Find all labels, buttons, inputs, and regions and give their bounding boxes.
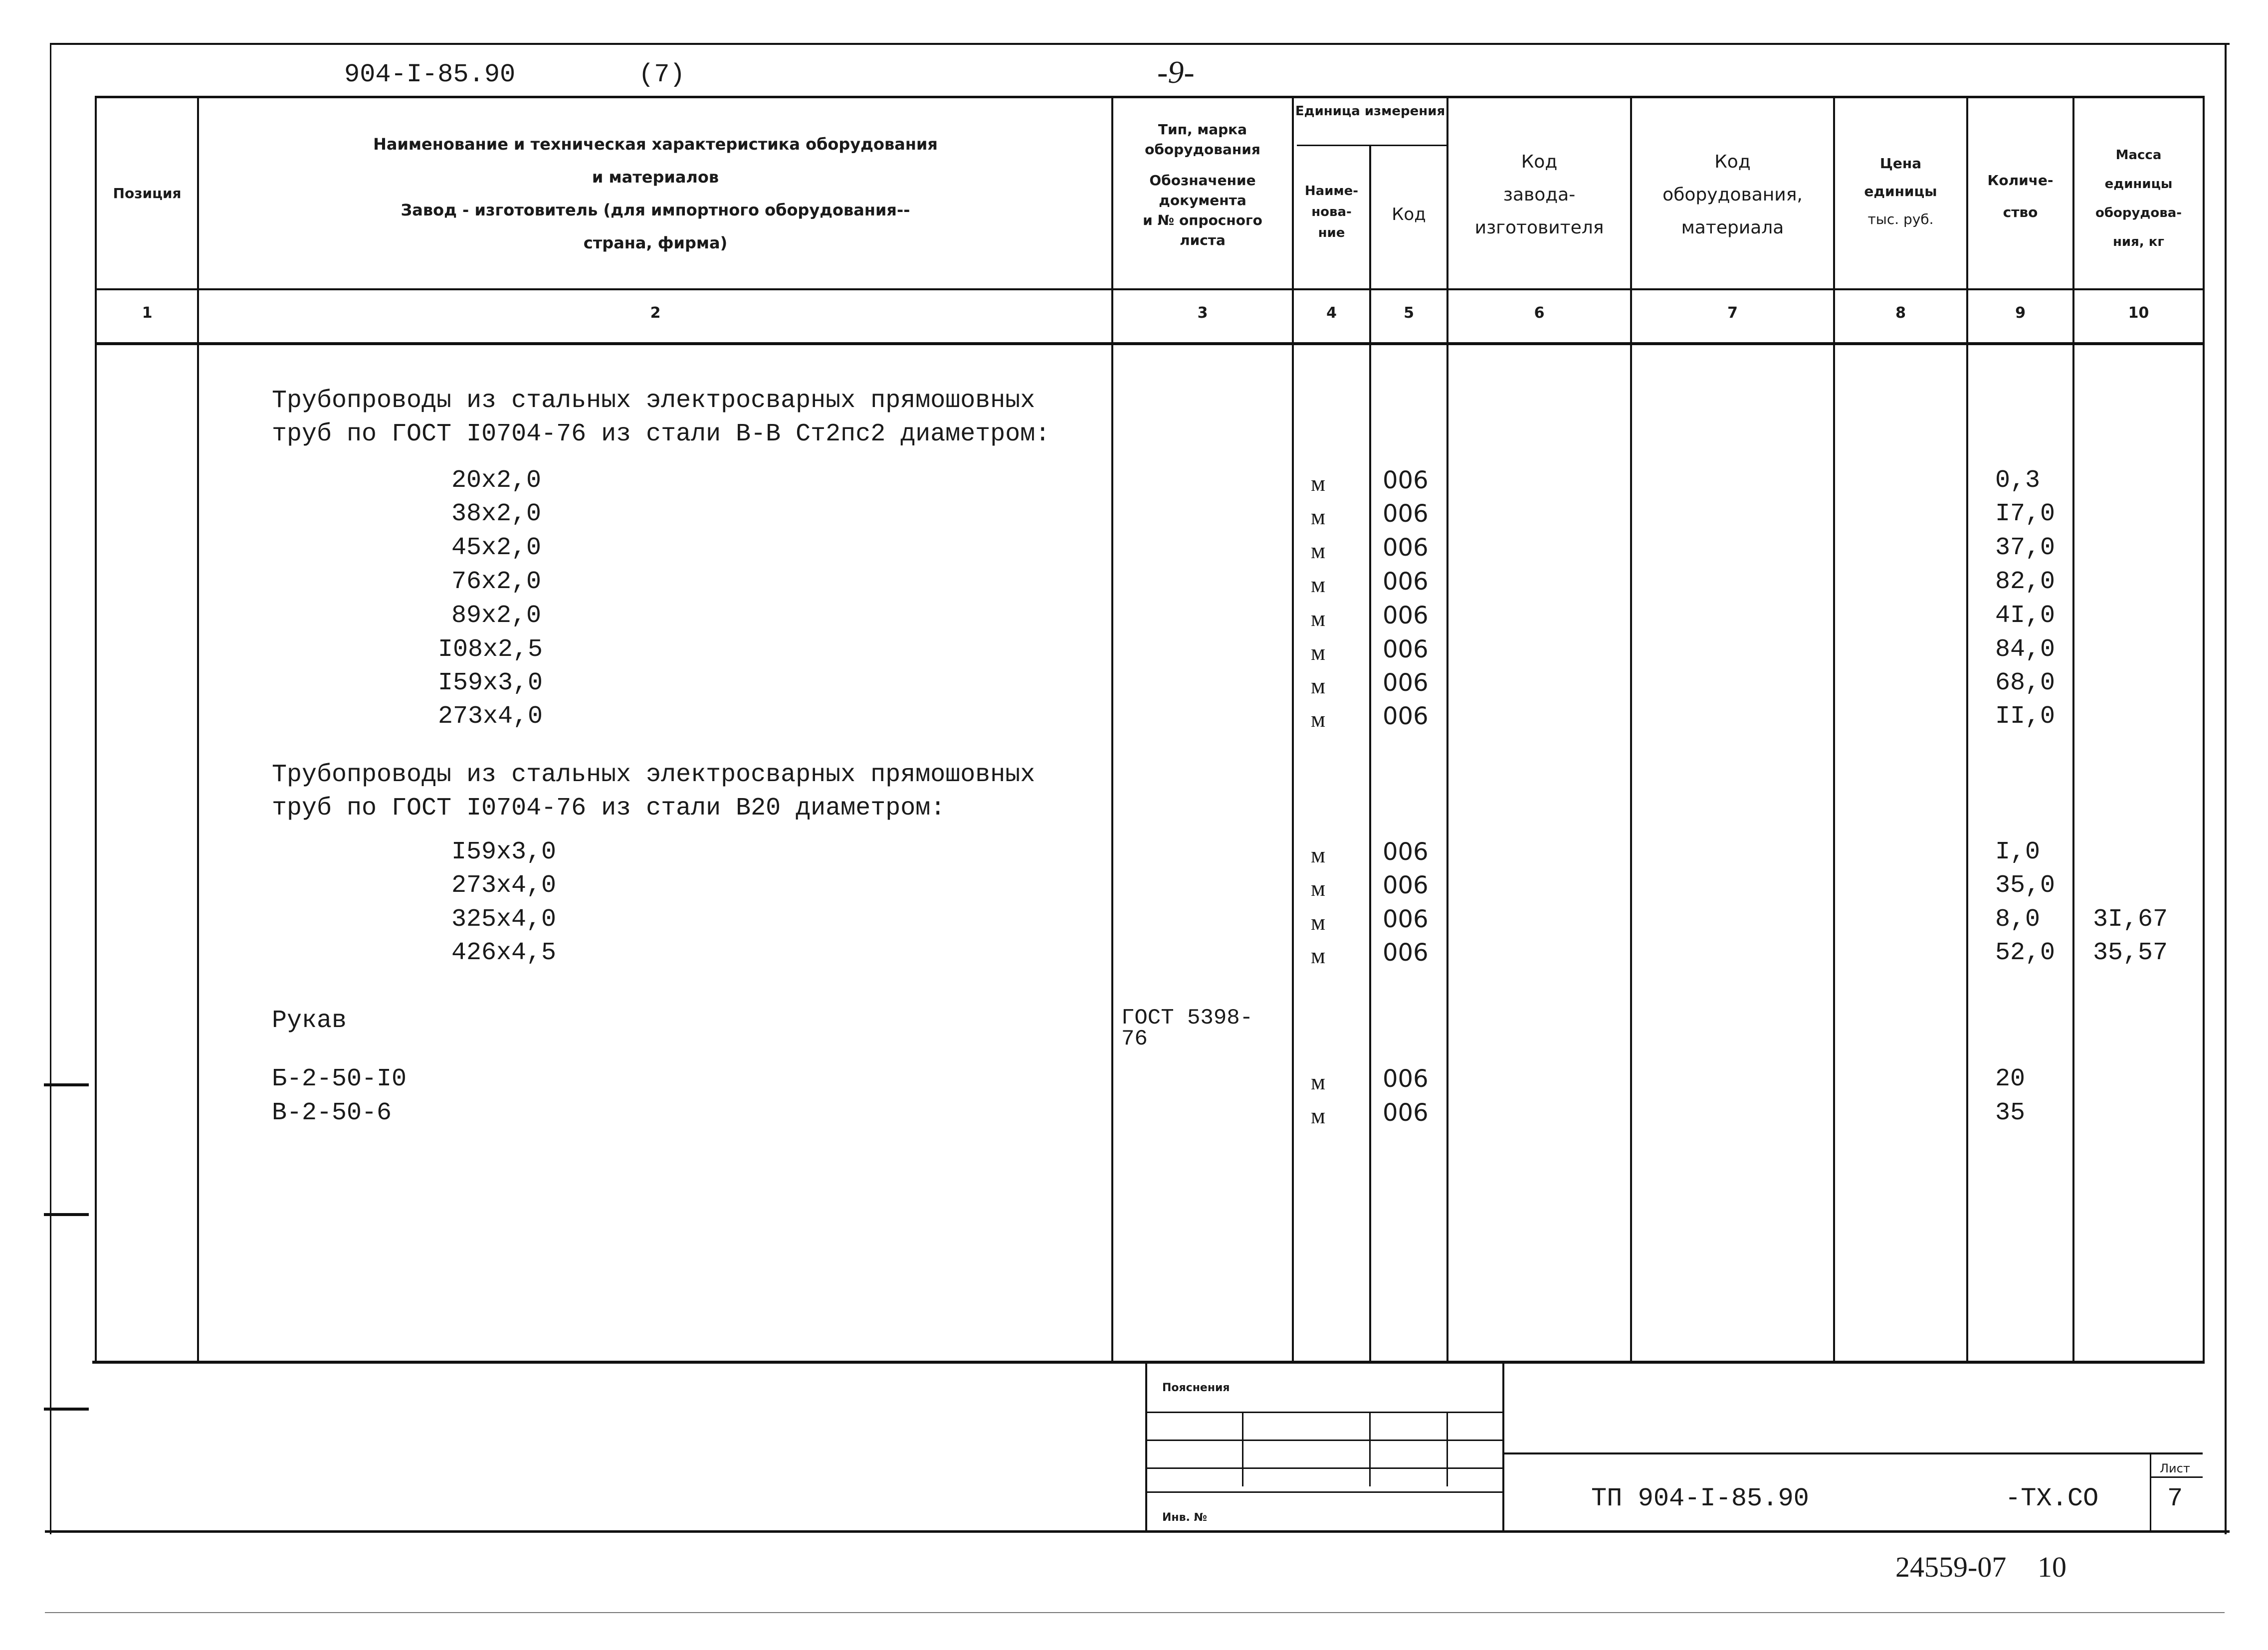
col-line-5 bbox=[1446, 96, 1448, 1363]
s2-row3-mass: 3I,67 bbox=[2093, 905, 2168, 934]
s1-row7-unit: м bbox=[1311, 673, 1326, 698]
s2-row4-unit: м bbox=[1311, 943, 1326, 968]
colnum-1: 1 bbox=[142, 304, 153, 322]
s2-row2-unit: м bbox=[1311, 875, 1326, 901]
colnum-5: 5 bbox=[1404, 304, 1414, 322]
margin-tick-2 bbox=[44, 1213, 89, 1216]
section3-title: Рукав bbox=[272, 1007, 347, 1035]
colnum-9: 9 bbox=[2015, 304, 2026, 322]
s2-row4-mass: 35,57 bbox=[2093, 939, 2168, 967]
frame-bottom bbox=[45, 1530, 2230, 1533]
margin-tick-3 bbox=[44, 1408, 89, 1411]
s1-row5-qty: 4I,0 bbox=[1995, 602, 2056, 630]
stamp-inner-v2 bbox=[1369, 1412, 1371, 1486]
s1-row2-code: 006 bbox=[1383, 500, 1429, 528]
s2-row3-name: 325x4,0 bbox=[451, 905, 557, 934]
col-header-plant-code-line-2: завода- bbox=[1503, 185, 1576, 205]
sheet-ref: (7) bbox=[638, 60, 685, 89]
s1-row7-name: I59x3,0 bbox=[438, 669, 543, 697]
col-header-plant-code bbox=[1448, 146, 1630, 244]
s1-row8-code: 006 bbox=[1383, 702, 1429, 730]
s1-row6-name: I08x2,5 bbox=[438, 635, 543, 664]
s1-row2-qty: I7,0 bbox=[1995, 500, 2056, 528]
stamp-sheet-label: Лист bbox=[2160, 1461, 2190, 1475]
s3-row1-qty: 20 bbox=[1995, 1065, 2026, 1093]
stamp-designation: ТП 904-I-85.90 bbox=[1591, 1484, 1809, 1513]
stamp-left-border bbox=[1145, 1362, 1147, 1531]
colnum-8: 8 bbox=[1895, 304, 1906, 322]
s2-row4-qty: 52,0 bbox=[1995, 939, 2056, 967]
section2-title-line-1: Трубопроводы из стальных электросварных прямошовных bbox=[272, 761, 1035, 789]
stamp-label-top: Пояснения bbox=[1162, 1382, 1230, 1394]
s1-row3-code: 006 bbox=[1383, 534, 1429, 562]
colnum-divider bbox=[95, 342, 2205, 345]
page-number: -9- bbox=[1157, 54, 1195, 90]
s1-row1-code: 006 bbox=[1383, 466, 1429, 494]
col-header-material-code-line-3: материала bbox=[1681, 217, 1784, 238]
col-header-position: Позиция bbox=[113, 185, 182, 202]
frame-left bbox=[50, 43, 51, 1534]
s3-row2-code: 006 bbox=[1383, 1099, 1429, 1127]
s1-row2-name: 38x2,0 bbox=[451, 500, 542, 528]
scan-edge bbox=[45, 1612, 2225, 1613]
s2-row1-qty: I,0 bbox=[1995, 838, 2041, 866]
col-header-name bbox=[200, 128, 1111, 259]
s1-row1-name: 20x2,0 bbox=[451, 466, 542, 495]
s1-row4-unit: м bbox=[1311, 572, 1326, 597]
col-header-quantity-line-1: Количе- bbox=[1987, 172, 2054, 189]
col-header-material-code-line-2: оборудования, bbox=[1662, 185, 1803, 205]
s1-row3-unit: м bbox=[1311, 538, 1326, 563]
s2-row2-code: 006 bbox=[1383, 871, 1429, 899]
s2-row1-unit: м bbox=[1311, 842, 1326, 867]
s2-row3-unit: м bbox=[1311, 909, 1326, 935]
s1-row1-unit: м bbox=[1311, 470, 1326, 496]
col-header-price bbox=[1835, 150, 1966, 233]
s2-row1-name: I59x3,0 bbox=[451, 838, 557, 866]
doc-code: 904-I-85.90 bbox=[344, 60, 516, 89]
s2-row3-code: 006 bbox=[1383, 905, 1429, 933]
section1-title-line-1: Трубопроводы из стальных электросварных прямошовных bbox=[272, 387, 1035, 415]
s3-row2-name: В-2-50-6 bbox=[272, 1099, 392, 1127]
s1-row5-code: 006 bbox=[1383, 602, 1429, 629]
s1-row8-qty: II,0 bbox=[1995, 702, 2056, 731]
col-header-type-line-4: документа bbox=[1159, 192, 1246, 208]
section3-doc bbox=[1121, 1008, 1253, 1049]
col-header-type-line-6: листа bbox=[1180, 232, 1226, 248]
col-header-name-line-1: Наименование и техническая характеристика оборудования bbox=[373, 135, 938, 154]
s1-row3-name: 45x2,0 bbox=[451, 534, 542, 562]
archive-sheet: 10 bbox=[2038, 1551, 2066, 1583]
unit-group-divider bbox=[1297, 145, 1446, 146]
stamp-label-bottom: Инв. № bbox=[1162, 1511, 1208, 1524]
col-line-8 bbox=[1966, 96, 1968, 1363]
col-header-type-line-2: оборудования bbox=[1145, 141, 1260, 158]
s3-row2-unit: м bbox=[1311, 1103, 1326, 1128]
col-header-type-line-1: Тип, марка bbox=[1158, 121, 1247, 138]
col-line-0 bbox=[95, 96, 97, 1363]
col-header-mass-line-4: ния, кг bbox=[2112, 234, 2165, 249]
col-header-unit-name-line-3: ние bbox=[1318, 225, 1345, 240]
col-line-6 bbox=[1630, 96, 1632, 1363]
stamp-inner-h4 bbox=[1145, 1491, 1504, 1493]
s1-row5-unit: м bbox=[1311, 606, 1326, 631]
s1-row3-qty: 37,0 bbox=[1995, 534, 2056, 562]
s1-row4-code: 006 bbox=[1383, 568, 1429, 596]
stamp-sheet-divider bbox=[2150, 1476, 2203, 1478]
stamp-inner-v1 bbox=[1242, 1412, 1243, 1486]
s1-row5-name: 89x2,0 bbox=[451, 602, 542, 630]
col-header-plant-code-line-3: изготовителя bbox=[1474, 217, 1604, 238]
col-header-type-line-3: Обозначение bbox=[1149, 172, 1256, 189]
stamp-sheet-border bbox=[2150, 1452, 2151, 1531]
stamp-inner-h1 bbox=[1145, 1412, 1504, 1413]
section2-title-line-2: труб по ГОСТ I0704-76 из стали В20 диаметром: bbox=[272, 794, 946, 823]
colnum-6: 6 bbox=[1534, 304, 1545, 322]
col-header-mass bbox=[2074, 141, 2203, 256]
col-line-2 bbox=[1111, 96, 1113, 1363]
col-header-material-code bbox=[1632, 146, 1833, 244]
col-line-7 bbox=[1833, 96, 1835, 1363]
colnum-7: 7 bbox=[1727, 304, 1738, 322]
col-line-1 bbox=[197, 96, 199, 1363]
s1-row6-qty: 84,0 bbox=[1995, 635, 2056, 664]
s2-row2-name: 273x4,0 bbox=[451, 871, 557, 900]
colnum-4: 4 bbox=[1326, 304, 1337, 322]
s2-row3-qty: 8,0 bbox=[1995, 905, 2041, 934]
s1-row6-unit: м bbox=[1311, 639, 1326, 665]
s2-row2-qty: 35,0 bbox=[1995, 871, 2056, 900]
stamp-inner-h3 bbox=[1145, 1467, 1504, 1469]
colnum-3: 3 bbox=[1197, 304, 1208, 322]
col-header-price-line-3: тыс. руб. bbox=[1867, 211, 1934, 227]
frame-top bbox=[50, 43, 2230, 45]
s3-row1-name: Б-2-50-I0 bbox=[272, 1065, 407, 1093]
col-line-3 bbox=[1292, 96, 1294, 1363]
col-header-name-line-2: и материалов bbox=[592, 168, 719, 187]
section3-doc-line-2: 76 bbox=[1121, 1027, 1148, 1051]
stamp-title-divider bbox=[1502, 1452, 2203, 1454]
col-header-type-line-5: и № опросного bbox=[1143, 212, 1262, 228]
s2-row4-code: 006 bbox=[1383, 939, 1429, 967]
stamp-inner-v3 bbox=[1446, 1412, 1448, 1486]
section1-title-line-2: труб по ГОСТ I0704-76 из стали В-В Ст2пс2 диаметром: bbox=[272, 420, 1050, 448]
s3-row1-code: 006 bbox=[1383, 1065, 1429, 1093]
col-header-quantity bbox=[1968, 165, 2072, 228]
col-header-mass-line-3: оборудова- bbox=[2095, 206, 2182, 220]
s1-row2-unit: м bbox=[1311, 504, 1326, 529]
archive-number: 24559-07 bbox=[1895, 1551, 2007, 1583]
s3-row1-unit: м bbox=[1311, 1069, 1326, 1094]
colnum-10: 10 bbox=[2128, 304, 2149, 322]
col-line-10 bbox=[2203, 96, 2205, 1363]
s1-row8-unit: м bbox=[1311, 706, 1326, 732]
col-header-unit-name bbox=[1294, 181, 1369, 243]
col-header-quantity-line-2: ство bbox=[2003, 204, 2038, 220]
s1-row4-name: 76x2,0 bbox=[451, 568, 542, 596]
col-header-type bbox=[1113, 120, 1292, 250]
col-header-unit-group: Единица измерения bbox=[1295, 104, 1445, 119]
stamp-mid-border bbox=[1502, 1362, 1504, 1531]
col-header-unit-name-line-1: Наиме- bbox=[1304, 184, 1359, 199]
s2-row4-name: 426x4,5 bbox=[451, 939, 557, 967]
col-line-9 bbox=[2072, 96, 2074, 1363]
stamp-sheet-number: 7 bbox=[2167, 1484, 2183, 1513]
col-header-mass-line-2: единицы bbox=[2104, 177, 2173, 192]
table-bottom-border bbox=[92, 1361, 2205, 1364]
s1-row8-name: 273x4,0 bbox=[438, 702, 543, 731]
table-top-border bbox=[95, 96, 2205, 98]
col-header-mass-line-1: Масса bbox=[2115, 148, 2162, 163]
s3-row2-qty: 35 bbox=[1995, 1099, 2026, 1127]
stamp-inner-h2 bbox=[1145, 1440, 1504, 1441]
col-header-price-line-2: единицы bbox=[1864, 183, 1937, 200]
s2-row1-code: 006 bbox=[1383, 838, 1429, 866]
header-divider bbox=[95, 288, 2205, 290]
col-header-plant-code-line-1: Код bbox=[1521, 152, 1558, 172]
s1-row7-qty: 68,0 bbox=[1995, 669, 2056, 697]
col-header-name-line-3: Завод - изготовитель (для импортного оборудования-- bbox=[401, 201, 910, 219]
s1-row1-qty: 0,3 bbox=[1995, 466, 2041, 495]
s1-row4-qty: 82,0 bbox=[1995, 568, 2056, 596]
col-header-unit-name-line-2: нова- bbox=[1311, 205, 1352, 219]
col-header-unit-code: Код bbox=[1392, 205, 1426, 224]
margin-tick-1 bbox=[44, 1083, 89, 1086]
s1-row6-code: 006 bbox=[1383, 635, 1429, 663]
col-line-4 bbox=[1369, 146, 1371, 1363]
col-header-price-line-1: Цена bbox=[1879, 155, 1922, 172]
s1-row7-code: 006 bbox=[1383, 669, 1429, 697]
section3-doc-line-1: ГОСТ 5398- bbox=[1121, 1006, 1253, 1031]
col-header-name-line-4: страна, фирма) bbox=[583, 233, 728, 252]
stamp-suffix: -TX.CO bbox=[2005, 1484, 2099, 1513]
colnum-2: 2 bbox=[650, 304, 661, 322]
frame-right bbox=[2225, 43, 2227, 1534]
col-header-material-code-line-1: Код bbox=[1714, 152, 1751, 172]
